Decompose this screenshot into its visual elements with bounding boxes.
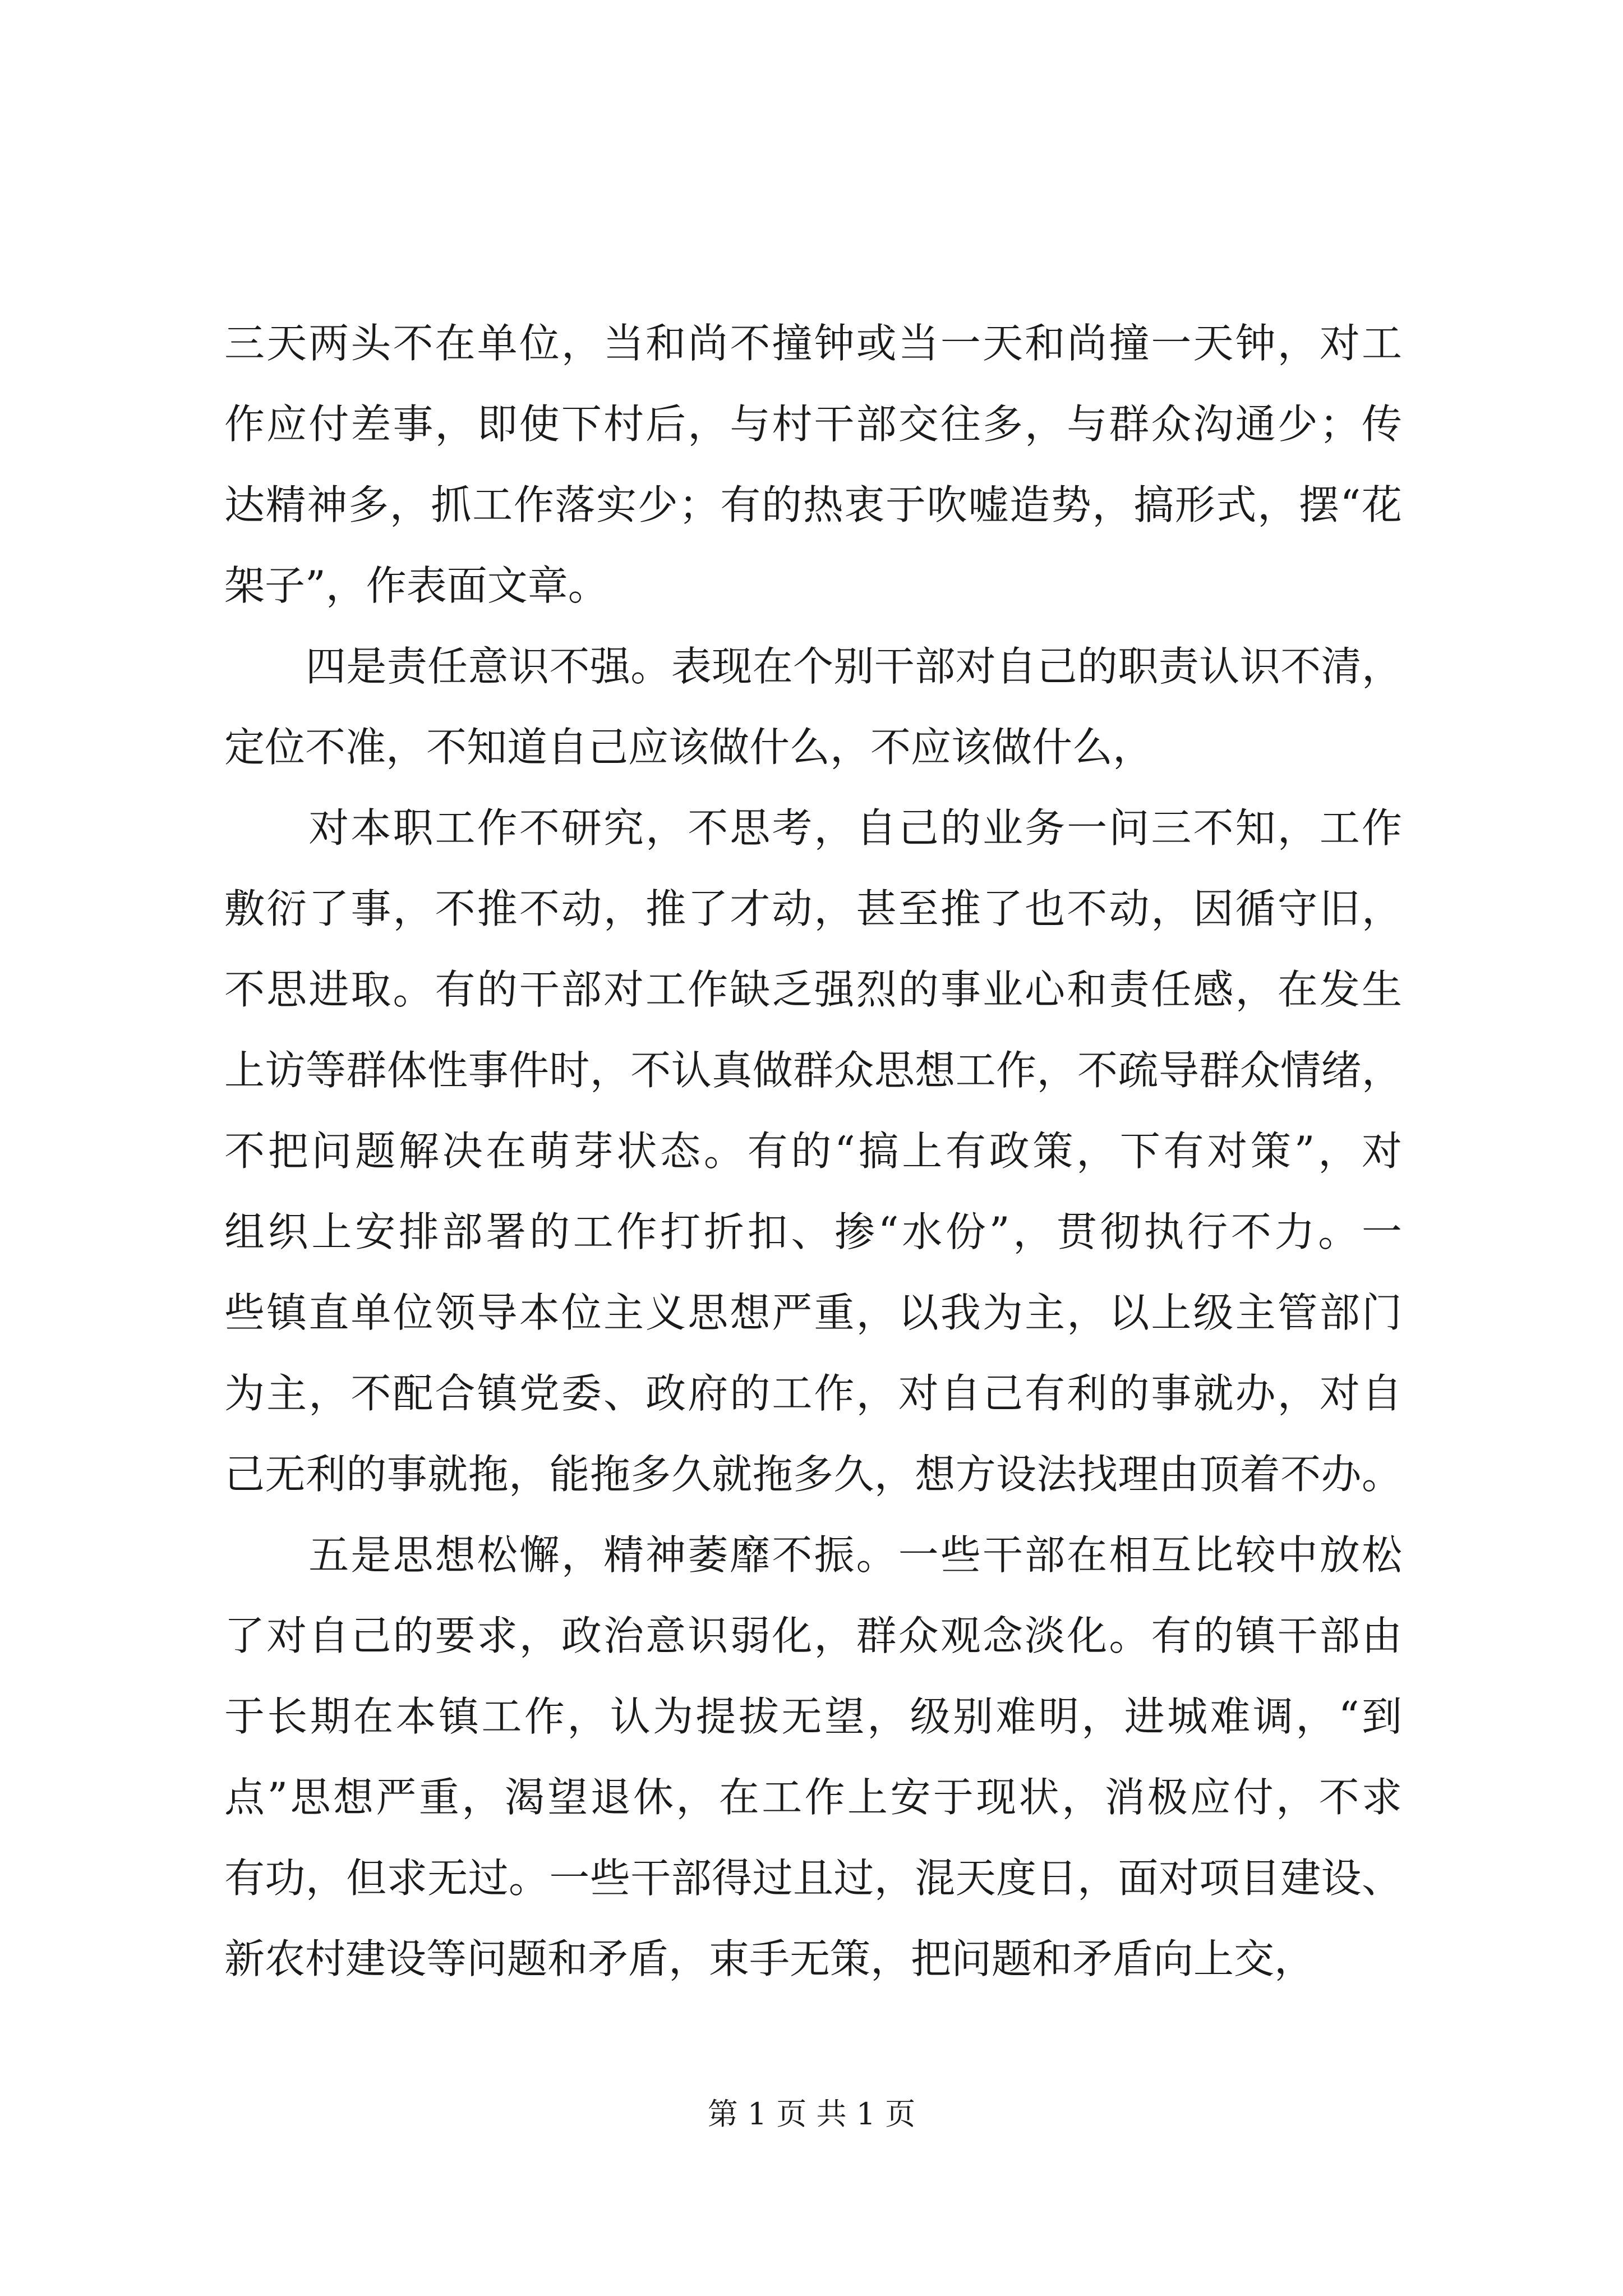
text-line: 三天两头不在单位，当和尚不撞钟或当一天和尚撞一天钟，对工	[224, 320, 1402, 367]
document-body	[224, 303, 1402, 1999]
text-line: 五是思想松懈，精神萎靡不振。一些干部在相互比较中放松	[224, 1531, 1402, 1579]
text-line: 四是责任意识不强。表现在个别干部对自己的职责认识不清，	[224, 643, 1402, 690]
text-line: 新农村建设等问题和矛盾，束手无策，把问题和矛盾向上交，	[224, 1935, 1315, 1982]
text-line: 达精神多，抓工作落实少；有的热衷于吹嘘造势，搞形式，摆“花	[224, 481, 1402, 528]
text-line: 定位不准，不知道自己应该做什么，不应该做什么，	[224, 724, 1154, 771]
text-line: 不把问题解决在萌芽状态。有的“搞上有政策，下有对策”，对	[224, 1128, 1402, 1175]
text-line: 不思进取。有的干部对工作缺乏强烈的事业心和责任感，在发生	[224, 966, 1402, 1013]
text-line: 点”思想严重，渴望退休，在工作上安于现状，消极应付，不求	[224, 1774, 1402, 1821]
text-line: 有功，但求无过。一些干部得过且过，混天度日，面对项目建设、	[224, 1855, 1402, 1902]
text-line: 为主，不配合镇党委、政府的工作，对自己有利的事就办，对自	[224, 1370, 1402, 1417]
text-line: 上访等群体性事件时，不认真做群众思想工作，不疏导群众情绪，	[224, 1047, 1402, 1094]
page-footer: 第 1 页 共 1 页	[707, 2096, 916, 2132]
text-line: 敷衍了事，不推不动，推了才动，甚至推了也不动，因循守旧，	[224, 885, 1402, 932]
text-line: 组织上安排部署的工作打折扣、掺“水份”，贯彻执行不力。一	[224, 1208, 1402, 1255]
text-line: 于长期在本镇工作，认为提拔无望，级别难明，进城难调，“到	[224, 1693, 1402, 1740]
text-line: 对本职工作不研究，不思考，自己的业务一问三不知，工作	[224, 804, 1402, 852]
text-line: 了对自己的要求，政治意识弱化，群众观念淡化。有的镇干部由	[224, 1612, 1402, 1659]
text-line: 些镇直单位领导本位主义思想严重，以我为主，以上级主管部门	[224, 1289, 1402, 1336]
text-line: 作应付差事，即使下村后，与村干部交往多，与群众沟通少；传	[224, 401, 1402, 448]
text-line: 架子”，作表面文章。	[224, 562, 608, 609]
text-line: 己无利的事就拖，能拖多久就拖多久，想方设法找理由顶着不办。	[224, 1451, 1402, 1498]
